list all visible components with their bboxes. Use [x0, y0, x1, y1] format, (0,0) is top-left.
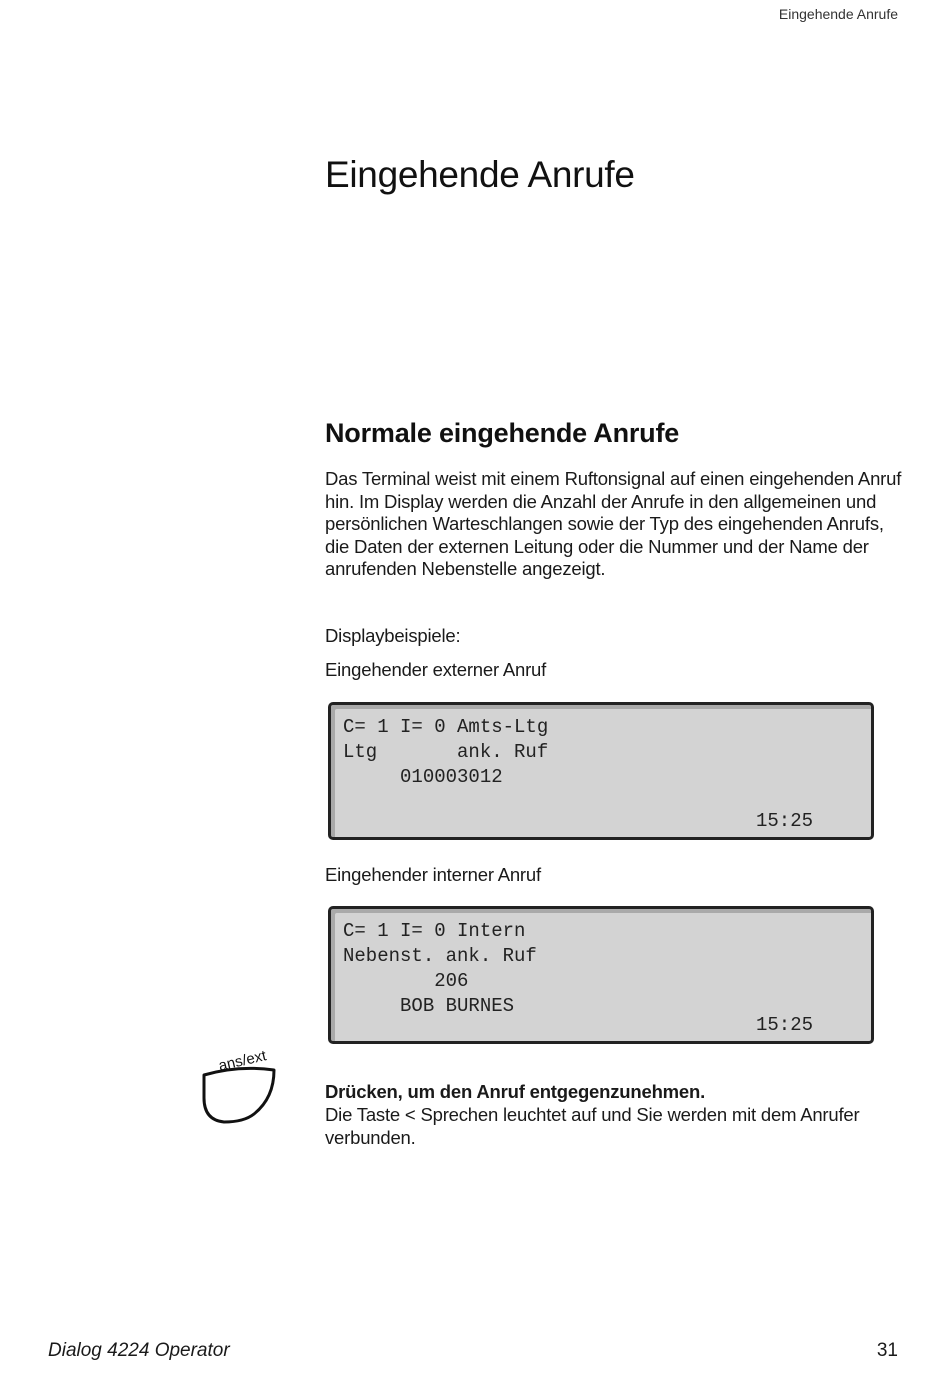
display-line: BOB BURNES	[343, 995, 515, 1017]
instruction-bold: Drücken, um den Anruf entgegenzunehmen.	[325, 1081, 706, 1102]
display-line: Nebenst. ank. Ruf	[343, 945, 537, 967]
display-line: 206	[343, 970, 469, 992]
external-call-display	[328, 702, 874, 840]
answer-key-icon	[200, 1038, 280, 1128]
intro-paragraph: Das Terminal weist mit einem Ruftonsignal auf einen eingehenden Anruf hin. Im Display werden die Anzahl der Anrufe in den allgemeinen und persönlichen Warteschlangen sowie der Typ des eingehenden Anrufs, die Daten der externen Leitung oder die Nummer und der Name der anrufenden Nebenstelle angezeigt.	[325, 468, 902, 579]
running-head: Eingehende Anrufe	[778, 6, 898, 22]
internal-call-label: Eingehender interner Anruf	[325, 864, 541, 885]
footer-product: Dialog 4224 Operator	[48, 1340, 230, 1361]
internal-call-display	[328, 906, 874, 1044]
instruction-text: Die Taste < Sprechen leuchtet auf und Sie werden mit dem Anrufer verbunden.	[325, 1104, 860, 1148]
display-line: C= 1 I= 0 Amts-Ltg	[343, 716, 549, 738]
external-call-label: Eingehender externer Anruf	[325, 659, 547, 680]
page-number: 31	[876, 1340, 898, 1361]
section-title: Normale eingehende Anrufe	[325, 418, 680, 448]
display-examples-label: Displaybeispiele:	[325, 625, 461, 646]
display-time: 15:25	[755, 1014, 813, 1036]
display-line: C= 1 I= 0 Intern	[343, 920, 526, 942]
display-time: 15:25	[755, 810, 813, 832]
display-line: 010003012	[343, 766, 503, 788]
key-label: ans/ext	[216, 1047, 268, 1075]
page-title: Eingehende Anrufe	[325, 154, 635, 195]
instruction	[325, 1080, 915, 1149]
display-line: Ltg ank. Ruf	[343, 741, 549, 763]
